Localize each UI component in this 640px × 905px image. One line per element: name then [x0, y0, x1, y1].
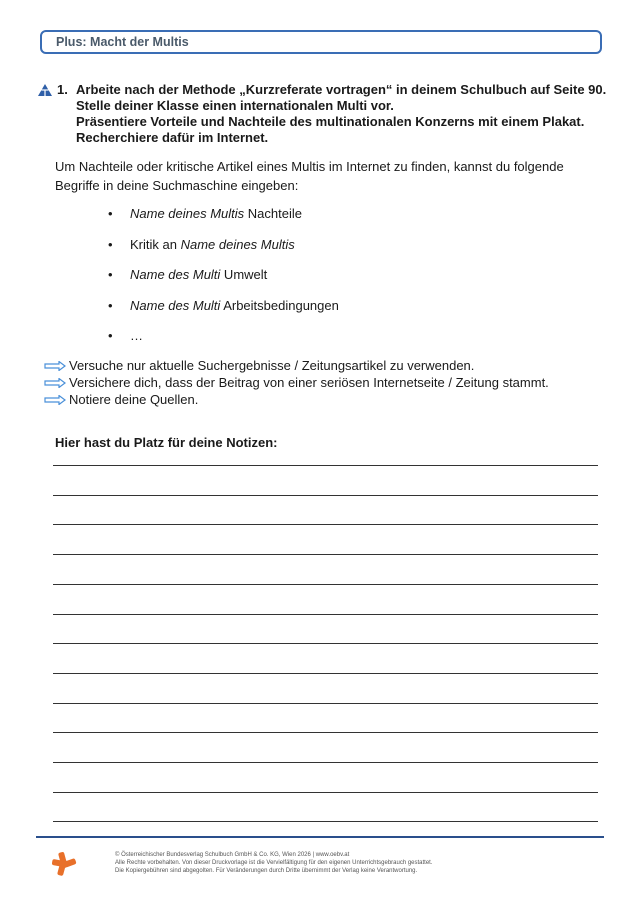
- note-line: [53, 524, 598, 525]
- intro-line: Begriffe in deine Suchmaschine eingeben:: [55, 178, 299, 193]
- task-line: Stelle deiner Klasse einen internationalen Multi vor.: [76, 98, 394, 113]
- publisher-logo-icon: [50, 850, 78, 878]
- task-line: Präsentiere Vorteile und Nachteile des multinationalen Konzerns mit einem Plakat.: [76, 114, 585, 129]
- footer-line: © Österreichischer Bundesverlag Schulbuch GmbH & Co. KG, Wien 2026 | www.oebv.at: [115, 852, 350, 858]
- footer-line: Alle Rechte vorbehalten. Von dieser Druckvorlage ist die Vervielfältigung für den eigenen Unterrichtsgebrauch gestattet.: [115, 860, 433, 866]
- task-instructions: [76, 82, 611, 146]
- intro-paragraph: [55, 157, 595, 195]
- search-terms-list: [108, 206, 339, 359]
- note-line: [53, 465, 598, 466]
- arrow-right-icon: [44, 361, 66, 371]
- arrow-right-icon: [44, 395, 66, 405]
- note-line: [53, 584, 598, 585]
- header-box: [40, 30, 602, 54]
- intro-line: Um Nachteile oder kritische Artikel eines Multis im Internet zu finden, kannst du folgende: [55, 159, 564, 174]
- note-line: [53, 762, 598, 763]
- bullet-icon: •: [108, 267, 113, 282]
- bullet-icon: •: [108, 236, 113, 252]
- hint-item: Notiere deine Quellen.: [44, 391, 549, 408]
- bullet-icon: •: [108, 297, 113, 313]
- note-line: [53, 673, 598, 674]
- triangle-level-icon: [38, 84, 52, 96]
- list-item: • Kritik an Name deines Multis: [108, 236, 295, 252]
- hint-item: Versichere dich, dass der Beitrag von einer seriösen Internetseite / Zeitung stammt.: [44, 374, 549, 391]
- page-title: Plus: Macht der Multis: [56, 35, 189, 49]
- bullet-icon: •: [108, 206, 113, 221]
- note-line: [53, 495, 598, 496]
- note-line: [53, 703, 598, 704]
- footer-line: Die Kopiergebühren sind abgegolten. Für Veränderungen durch Dritte übernimmt der Verlag keine Verantwortung.: [115, 868, 418, 874]
- hints-list: [44, 357, 549, 408]
- note-line: [53, 614, 598, 615]
- hint-item: Versuche nur aktuelle Suchergebnisse / Zeitungsartikel zu verwenden.: [44, 357, 549, 374]
- note-line: [53, 821, 598, 822]
- note-line: [53, 554, 598, 555]
- footer-copyright: [115, 851, 433, 875]
- list-item: • Name deines Multis Nachteile: [108, 206, 302, 221]
- task-line: Arbeite nach der Methode „Kurzreferate vortragen“ in deinem Schulbuch auf Seite 90.: [76, 82, 607, 97]
- list-item: • …: [108, 328, 143, 343]
- notes-heading: Hier hast du Platz für deine Notizen:: [55, 435, 278, 450]
- task-number: 1.: [57, 82, 68, 97]
- list-item: • Name des Multi Umwelt: [108, 267, 268, 282]
- bullet-icon: •: [108, 328, 113, 343]
- note-line: [53, 732, 598, 733]
- note-line: [53, 643, 598, 644]
- note-line: [53, 792, 598, 793]
- arrow-right-icon: [44, 378, 66, 388]
- task-line: Recherchiere dafür im Internet.: [76, 130, 269, 145]
- list-item: • Name des Multi Arbeitsbedingungen: [108, 297, 339, 313]
- footer-divider: [36, 836, 604, 838]
